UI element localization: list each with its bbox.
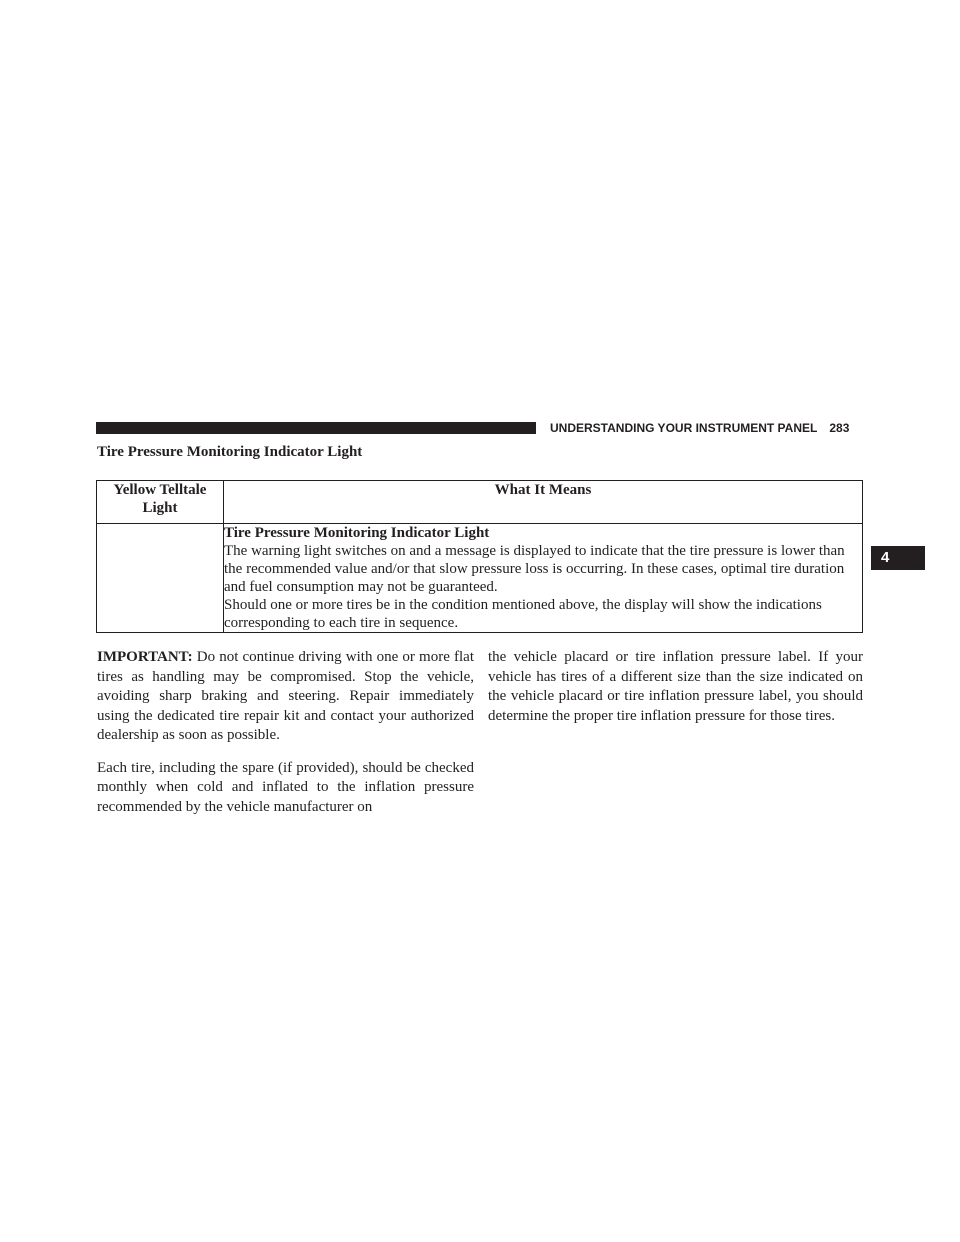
body-paragraph: Each tire, including the spare (if provided), should be checked monthly when cold and inflated to the inflation pressure recommended by the vehicle manufacturer on [97,759,474,815]
running-header [550,420,863,436]
chapter-tab: 4 [871,546,925,570]
important-label: IMPORTANT: [97,649,193,665]
column-header-light: Yellow Telltale Light [97,481,224,524]
header-rule [96,422,536,434]
important-paragraph [97,648,474,746]
page-number: 283 [829,421,850,435]
left-column [97,648,474,830]
table-header-row [97,481,863,524]
right-column [488,648,863,739]
telltale-light-cell [97,524,224,633]
meaning-cell [224,524,863,633]
body-paragraph: the vehicle placard or tire inflation pressure label. If your vehicle has tires of a different size than the size indicated on the vehicle placard or tire inflation pressure label, you should determine the proper tire inflation pressure for those tires. [488,649,863,724]
important-text: Do not continue driving with one or more flat tires as handling may be compromised. Stop the vehicle, avoiding sharp braking and steering. Repair immediately using the dedicated tire repair kit and contact your authorized dealership as soon as possible. [97,649,475,743]
meaning-paragraph: The warning light switches on and a message is displayed to indicate that the tire pressure is lower than the recommended value and/or that slow pressure loss is occurring. In these cases, optimal tire duration and fuel consumption may not be guaranteed. [224,543,845,595]
column-header-meaning: What It Means [224,481,863,524]
telltale-table [96,480,863,633]
meaning-paragraph: Should one or more tires be in the condition mentioned above, the display will show the indications corresponding to each tire in sequence. [224,597,822,631]
section-title: Tire Pressure Monitoring Indicator Light [97,444,363,460]
header-section-title: UNDERSTANDING YOUR INSTRUMENT PANEL [550,421,818,435]
table-row [97,524,863,633]
meaning-title: Tire Pressure Monitoring Indicator Light [224,525,490,541]
